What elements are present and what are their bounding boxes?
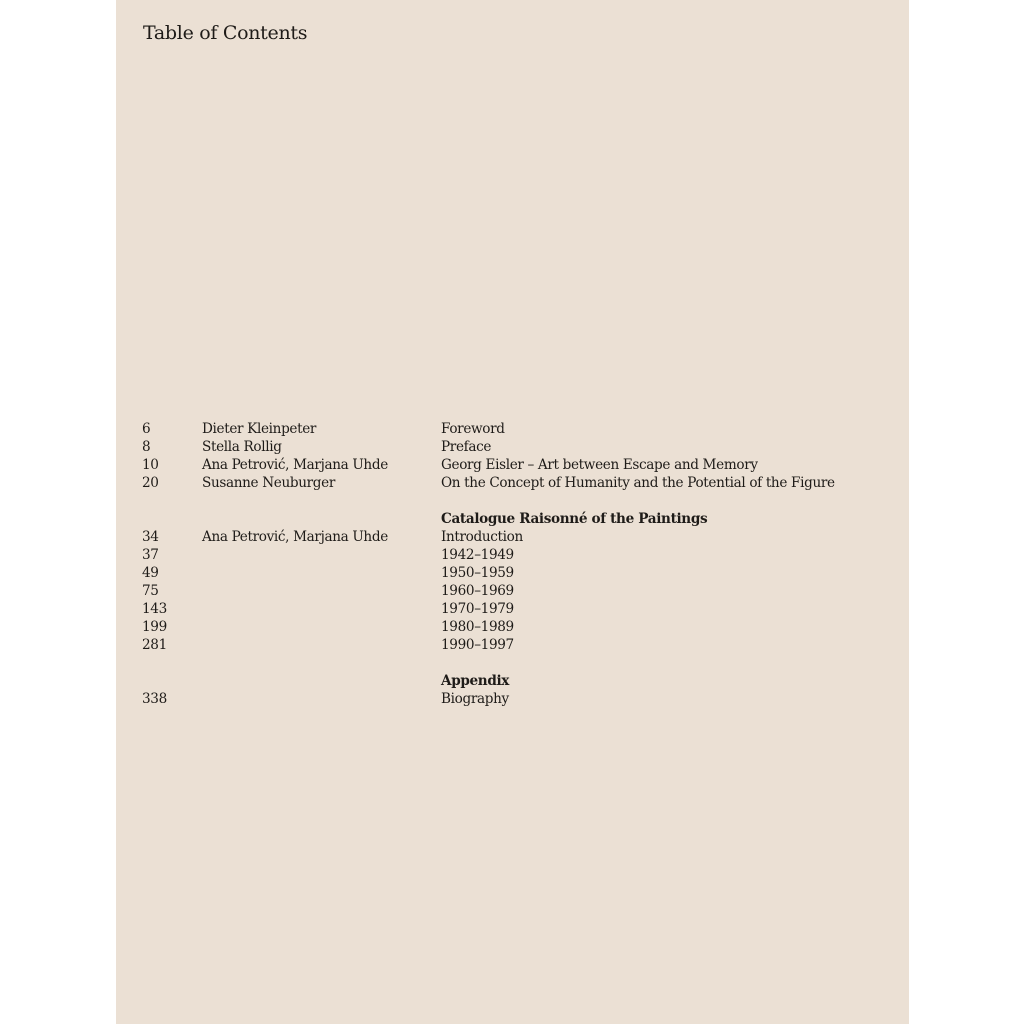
- document-page: [116, 0, 909, 1024]
- toc-entry: [142, 474, 882, 492]
- page-title: Table of Contents: [143, 22, 308, 44]
- page-number: 281: [142, 637, 167, 653]
- page-number: 34: [142, 529, 159, 545]
- entry-title: Georg Eisler – Art between Escape and Memory: [441, 457, 758, 473]
- entry-title: Foreword: [441, 421, 505, 437]
- toc-entry: [142, 528, 882, 546]
- table-of-contents: [142, 420, 882, 708]
- entry-title: On the Concept of Humanity and the Potential of the Figure: [441, 475, 835, 491]
- entry-title: Introduction: [441, 529, 523, 545]
- page-number: 338: [142, 691, 167, 707]
- page-number: 37: [142, 547, 159, 563]
- entry-title: 1960–1969: [441, 583, 514, 599]
- section-spacer: [142, 492, 882, 510]
- toc-entry: [142, 582, 882, 600]
- entry-title: 1980–1989: [441, 619, 514, 635]
- entry-title: Biography: [441, 691, 509, 707]
- toc-entry: [142, 618, 882, 636]
- entry-title: 1950–1959: [441, 565, 514, 581]
- page-number: 6: [142, 421, 151, 437]
- page-number: 8: [142, 439, 151, 455]
- page-number: 49: [142, 565, 159, 581]
- toc-entry: [142, 636, 882, 654]
- toc-entry: [142, 546, 882, 564]
- author-name: Susanne Neuburger: [202, 475, 335, 491]
- entry-title: 1990–1997: [441, 637, 514, 653]
- entry-title: 1970–1979: [441, 601, 514, 617]
- section-spacer: [142, 654, 882, 672]
- author-name: Ana Petrović, Marjana Uhde: [202, 529, 388, 545]
- section-heading-text: Catalogue Raisonné of the Paintings: [441, 511, 708, 527]
- section-heading-text: Appendix: [441, 673, 510, 689]
- toc-section-heading: [142, 672, 882, 690]
- toc-section-heading: [142, 510, 882, 528]
- toc-entry: [142, 564, 882, 582]
- toc-entry: [142, 600, 882, 618]
- author-name: Stella Rollig: [202, 439, 282, 455]
- page-number: 143: [142, 601, 167, 617]
- entry-title: Preface: [441, 439, 492, 455]
- author-name: Dieter Kleinpeter: [202, 421, 317, 437]
- toc-entry: [142, 690, 882, 708]
- author-name: Ana Petrović, Marjana Uhde: [202, 457, 388, 473]
- page-number: 75: [142, 583, 159, 599]
- page-number: 20: [142, 475, 159, 491]
- toc-entry: [142, 420, 882, 438]
- toc-entry: [142, 438, 882, 456]
- toc-entry: [142, 456, 882, 474]
- entry-title: 1942–1949: [441, 547, 514, 563]
- page-number: 10: [142, 457, 159, 473]
- page-number: 199: [142, 619, 167, 635]
